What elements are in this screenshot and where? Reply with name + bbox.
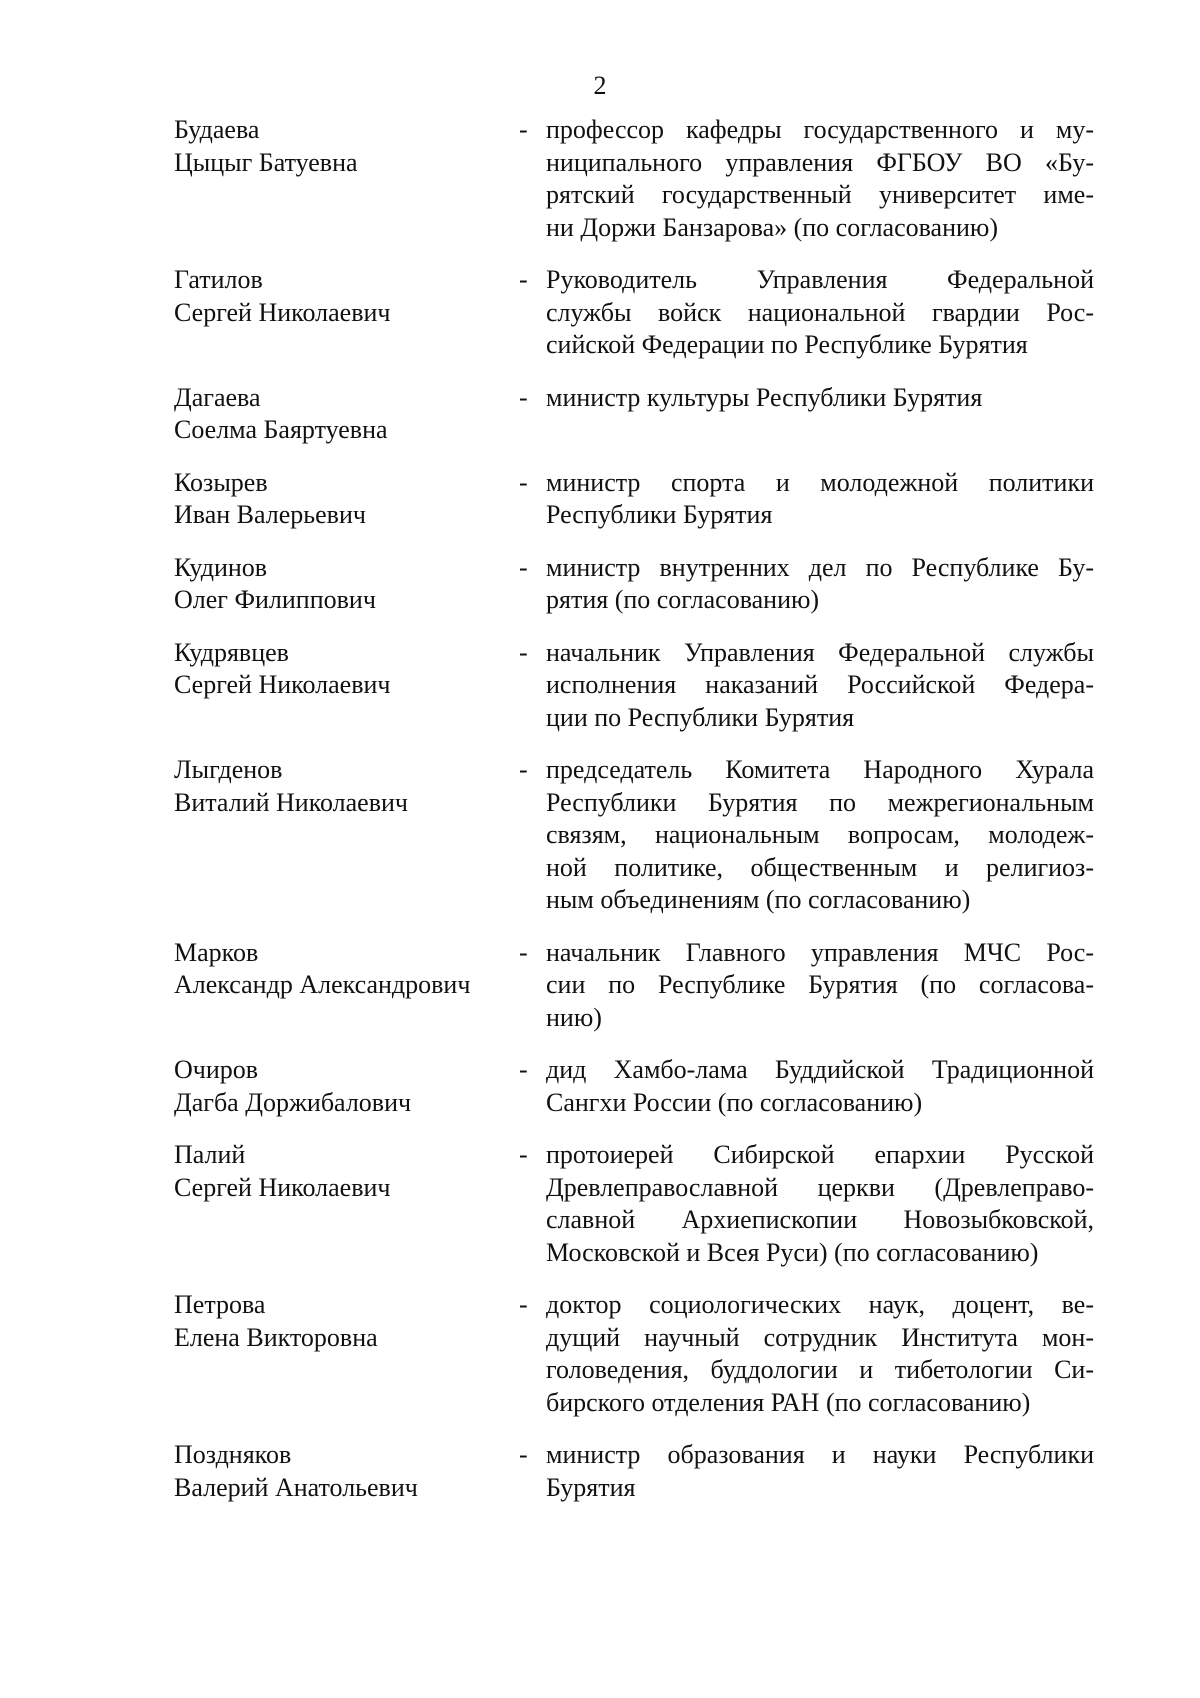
member-name	[174, 637, 519, 735]
position-line: Древлеправославной церкви (Древлеправо-	[546, 1172, 1094, 1202]
position-line: рятский государственный университет име-	[546, 180, 1094, 209]
position-line: головедения, буддологии и тибетологии Си-	[546, 1355, 1094, 1384]
member-given-names: Валерий Анатольевич	[174, 1472, 418, 1502]
member-given-names: Дагба Доржибалович	[174, 1087, 412, 1117]
member-surname: Палий	[174, 1140, 246, 1169]
position-line: дид Хамбо-лама Буддийской Традиционной	[546, 1055, 1094, 1084]
member-name	[174, 1139, 519, 1269]
member-surname: Лыгденов	[174, 755, 283, 784]
member-name	[174, 754, 519, 917]
member-surname: Дагаева	[174, 382, 261, 412]
position-line: Сангхи России (по согласованию)	[546, 1087, 923, 1117]
member-surname: Козырев	[174, 467, 268, 497]
member-given-names: Иван Валерьевич	[174, 500, 366, 529]
member-name	[174, 467, 519, 532]
member-surname: Кудинов	[174, 552, 268, 582]
dash-separator: -	[519, 937, 528, 967]
position-line: службы войск национальной гвардии Рос-	[546, 297, 1094, 327]
position-line: профессор кафедры государственного и му-	[546, 115, 1094, 144]
dash-separator: -	[519, 637, 528, 667]
member-entry	[174, 937, 1094, 1035]
member-position	[546, 552, 1094, 617]
member-given-names: Сергей Николаевич	[174, 670, 391, 699]
position-line: министр образования и науки Республики	[546, 1440, 1094, 1469]
position-line: начальник Управления Федеральной службы	[546, 637, 1094, 667]
position-line: доктор социологических наук, доцент, ве-	[546, 1290, 1094, 1319]
position-line: Республики Бурятия по межрегиональным	[546, 787, 1094, 817]
member-surname: Петрова	[174, 1290, 266, 1319]
position-line: нию)	[546, 1002, 602, 1032]
dash-separator: -	[519, 265, 528, 294]
member-entry	[174, 552, 1094, 617]
member-position	[546, 1289, 1094, 1419]
position-line: ции по Республики Бурятия	[546, 702, 855, 732]
member-given-names: Александр Александрович	[174, 970, 471, 999]
member-name	[174, 937, 519, 1035]
position-line: Бурятия	[546, 1472, 636, 1502]
position-line: бирского отделения РАН (по согласованию)	[546, 1387, 1031, 1417]
member-position	[546, 754, 1094, 917]
position-line: Московской и Всея Руси) (по согласованию)	[546, 1237, 1039, 1267]
position-line: исполнения наказаний Российской Федера-	[546, 670, 1094, 699]
position-line: министр культуры Республики Бурятия	[546, 382, 983, 412]
member-entry	[174, 1289, 1094, 1419]
dash-separator: -	[519, 1055, 528, 1084]
member-position	[546, 937, 1094, 1035]
member-given-names: Виталий Николаевич	[174, 787, 408, 817]
position-line: протоиерей Сибирской епархии Русской	[546, 1140, 1094, 1169]
member-entry	[174, 637, 1094, 735]
member-entry	[174, 114, 1094, 244]
member-name	[174, 114, 519, 244]
member-entry	[174, 754, 1094, 917]
member-position	[546, 637, 1094, 735]
member-entry	[174, 1139, 1094, 1269]
position-line: славной Архиепископии Новозыбковской,	[546, 1205, 1094, 1234]
member-entry	[174, 467, 1094, 532]
position-line: рятия (по согласованию)	[546, 585, 820, 614]
dash-separator: -	[519, 382, 528, 412]
position-line: министр спорта и молодежной политики	[546, 467, 1094, 497]
position-line: сии по Республике Бурятия (по согласова-	[546, 970, 1094, 999]
member-given-names: Сергей Николаевич	[174, 1172, 391, 1202]
member-given-names: Сергей Николаевич	[174, 297, 391, 327]
member-position	[546, 114, 1094, 244]
dash-separator: -	[519, 552, 528, 582]
member-surname: Гатилов	[174, 265, 263, 294]
dash-separator: -	[519, 1290, 528, 1319]
member-list	[174, 114, 1094, 1524]
member-name	[174, 1289, 519, 1419]
position-line: председатель Комитета Народного Хурала	[546, 755, 1094, 784]
member-surname: Кудрявцев	[174, 637, 289, 667]
member-position	[546, 467, 1094, 532]
member-surname: Марков	[174, 937, 259, 967]
member-entry	[174, 264, 1094, 362]
member-entry	[174, 1439, 1094, 1504]
dash-separator: -	[519, 1440, 528, 1469]
member-given-names: Олег Филиппович	[174, 585, 376, 614]
position-line: сийской Федерации по Республике Бурятия	[546, 330, 1028, 359]
member-entry	[174, 1054, 1094, 1119]
member-position	[546, 382, 1094, 447]
position-line: ниципального управления ФГБОУ ВО «Бу-	[546, 147, 1094, 177]
member-given-names: Елена Викторовна	[174, 1322, 378, 1352]
member-given-names: Цыцыг Батуевна	[174, 147, 358, 177]
page-number: 2	[593, 71, 607, 100]
member-position	[546, 264, 1094, 362]
member-name	[174, 552, 519, 617]
position-line: ни Доржи Банзарова» (по согласованию)	[546, 212, 999, 242]
member-name	[174, 1439, 519, 1504]
member-name	[174, 382, 519, 447]
member-given-names: Соелма Баяртуевна	[174, 415, 388, 444]
member-position	[546, 1054, 1094, 1119]
position-line: Руководитель Управления Федеральной	[546, 265, 1094, 294]
member-name	[174, 1054, 519, 1119]
dash-separator: -	[519, 467, 528, 497]
dash-separator: -	[519, 755, 528, 784]
position-line: ной политике, общественным и религиоз-	[546, 852, 1094, 882]
member-surname: Очиров	[174, 1055, 259, 1084]
member-entry	[174, 382, 1094, 447]
position-line: Республики Бурятия	[546, 500, 773, 529]
member-surname: Будаева	[174, 115, 260, 144]
position-line: начальник Главного управления МЧС Рос-	[546, 937, 1094, 967]
position-line: дущий научный сотрудник Института мон-	[546, 1322, 1094, 1352]
position-line: министр внутренних дел по Республике Бу-	[546, 552, 1094, 582]
dash-separator: -	[519, 1140, 528, 1169]
member-position	[546, 1439, 1094, 1504]
position-line: связям, национальным вопросам, молодеж-	[546, 820, 1094, 849]
member-position	[546, 1139, 1094, 1269]
member-surname: Поздняков	[174, 1440, 292, 1469]
member-name	[174, 264, 519, 362]
position-line: ным объединениям (по согласованию)	[546, 885, 971, 914]
dash-separator: -	[519, 115, 528, 144]
